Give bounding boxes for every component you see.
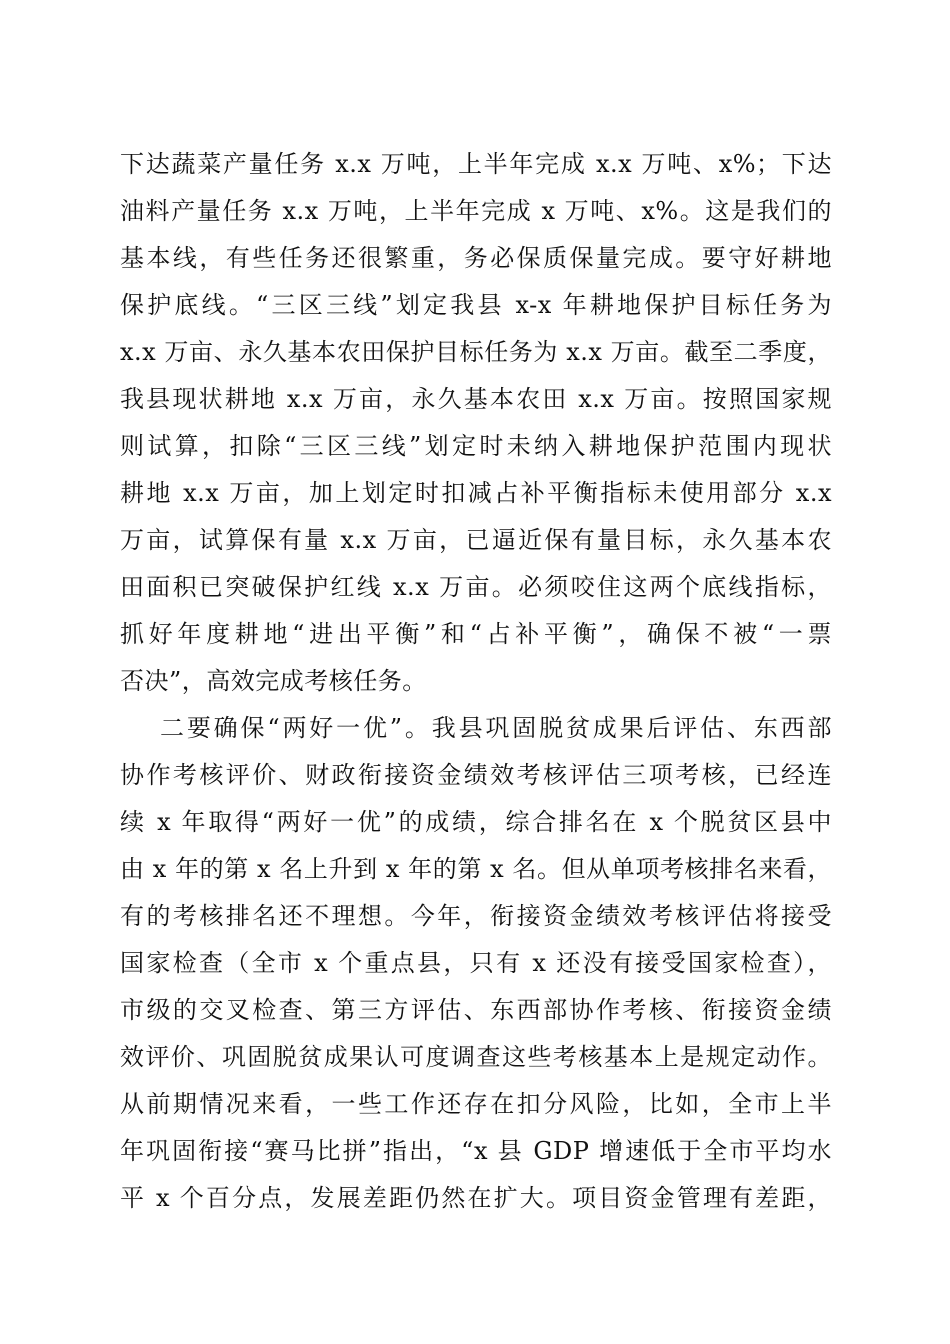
text-line: x.x 万亩、永久基本农田保护目标任务为 x.x 万亩。截至二季度， <box>120 338 832 366</box>
text-line: 有的考核排名还不理想。今年，衔接资金绩效考核评估将接受 <box>120 902 832 930</box>
text-line: 效评价、巩固脱贫成果认可度调查这些考核基本上是规定动作。 <box>120 1043 832 1071</box>
paragraph-1 <box>120 141 832 705</box>
text-line: 耕地 x.x 万亩，加上划定时扣减占补平衡指标未使用部分 x.x <box>120 479 832 507</box>
document-body <box>120 141 832 1222</box>
text-line: 二要确保“两好一优”。我县巩固脱贫成果后评估、东西部 <box>160 714 832 742</box>
text-line: 否决”，高效完成考核任务。 <box>120 667 427 695</box>
paragraph-2 <box>120 705 832 1222</box>
text-line: 市级的交叉检查、第三方评估、东西部协作考核、衔接资金绩 <box>120 996 832 1024</box>
text-line: 从前期情况来看，一些工作还存在扣分风险，比如，全市上半 <box>120 1090 832 1118</box>
text-line: 田面积已突破保护红线 x.x 万亩。必须咬住这两个底线指标， <box>120 573 832 601</box>
text-line: 保护底线。“三区三线”划定我县 x-x 年耕地保护目标任务为 <box>120 291 832 319</box>
text-line: 基本线，有些任务还很繁重，务必保质保量完成。要守好耕地 <box>120 244 832 272</box>
text-line: 抓好年度耕地“进出平衡”和“占补平衡”，确保不被“一票 <box>120 620 832 648</box>
text-line: 国家检查（全市 x 个重点县，只有 x 还没有接受国家检查）， <box>120 949 832 977</box>
text-line: 下达蔬菜产量任务 x.x 万吨，上半年完成 x.x 万吨、x%；下达 <box>120 150 832 178</box>
text-line: 由 x 年的第 x 名上升到 x 年的第 x 名。但从单项考核排名来看， <box>120 855 832 883</box>
text-line: 油料产量任务 x.x 万吨，上半年完成 x 万吨、x%。这是我们的 <box>120 197 832 225</box>
text-line: 万亩，试算保有量 x.x 万亩，已逼近保有量目标，永久基本农 <box>120 526 832 554</box>
text-line: 协作考核评价、财政衔接资金绩效考核评估三项考核，已经连 <box>120 761 832 789</box>
text-line: 我县现状耕地 x.x 万亩，永久基本农田 x.x 万亩。按照国家规 <box>120 385 832 413</box>
text-line: 则试算，扣除“三区三线”划定时未纳入耕地保护范围内现状 <box>120 432 832 460</box>
text-line: 年巩固衔接“赛马比拼”指出，“x 县 GDP 增速低于全市平均水 <box>120 1137 832 1165</box>
text-line: 续 x 年取得“两好一优”的成绩，综合排名在 x 个脱贫区县中 <box>120 808 832 836</box>
text-line: 平 x 个百分点，发展差距仍然在扩大。项目资金管理有差距， <box>120 1184 832 1212</box>
